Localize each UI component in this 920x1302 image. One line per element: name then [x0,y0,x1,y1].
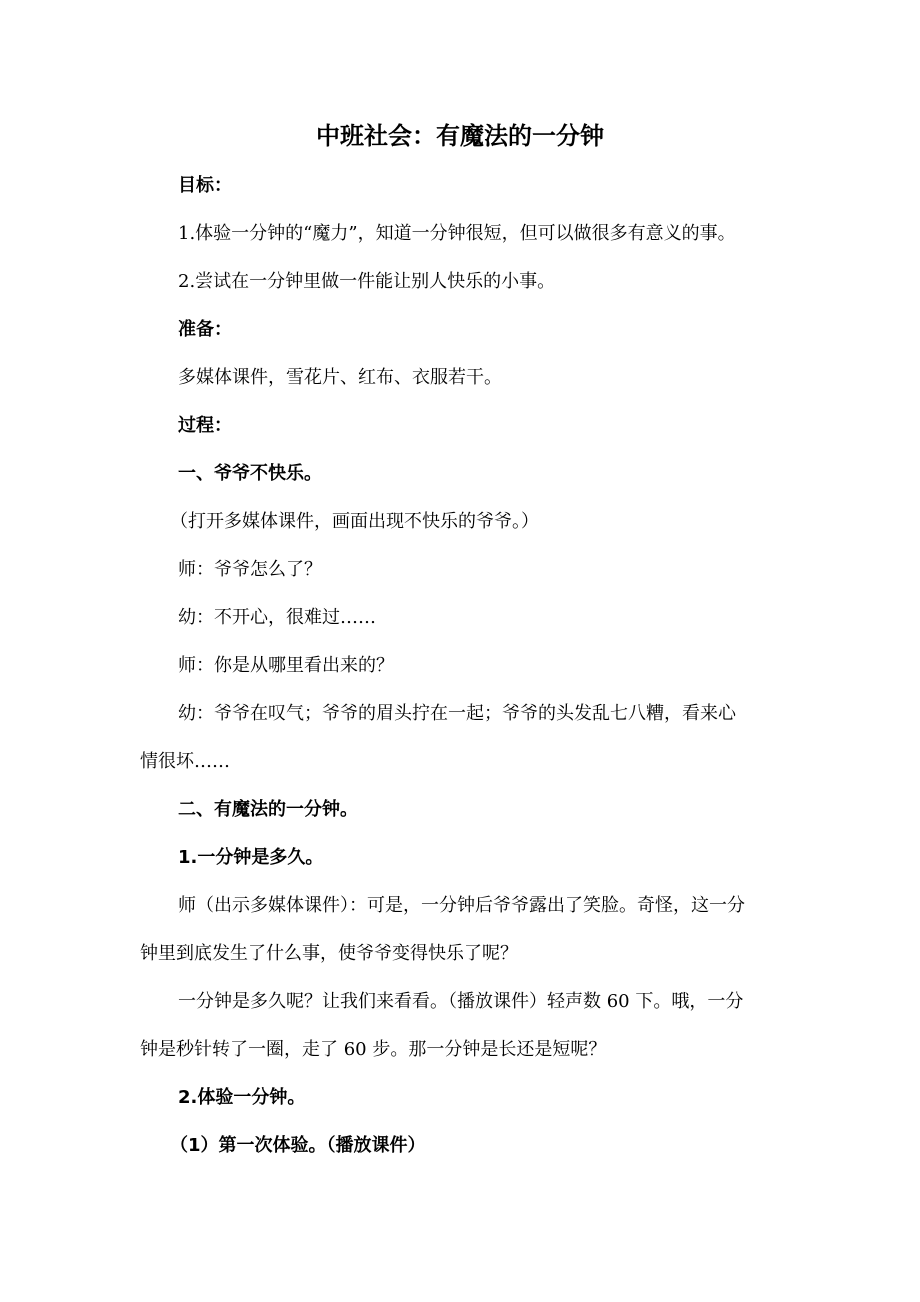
sub-item-1-heading: （1）第一次体验。（播放课件） [170,1135,426,1156]
document-title: 中班社会：有魔法的一分钟 [316,122,604,150]
section-2-heading: 二、有魔法的一分钟。 [178,799,358,820]
section-1-heading: 一、爷爷不快乐。 [178,463,322,484]
goal-1: 1.体验一分钟的“魔力”，知道一分钟很短，但可以做很多有意义的事。 [178,223,736,244]
dialogue-line: 幼：爷爷在叹气；爷爷的眉头拧在一起；爷爷的头发乱七八糟，看来心 [178,703,736,724]
preparation-text: 多媒体课件，雪花片、红布、衣服若干。 [178,367,502,388]
dialogue-line-continuation: 情很坏…… [140,751,230,772]
heading-preparation: 准备： [178,319,232,340]
dialogue-line: 师：你是从哪里看出来的？ [178,655,394,676]
dialogue-line: 师：爷爷怎么了？ [178,559,322,580]
paragraph-line: 师（出示多媒体课件）：可是，一分钟后爷爷露出了笑脸。奇怪，这一分 [178,895,745,916]
dialogue-line: 幼：不开心，很难过…… [178,607,376,628]
stage-direction-1: （打开多媒体课件，画面出现不快乐的爷爷。） [170,511,539,532]
goal-2: 2.尝试在一分钟里做一件能让别人快乐的小事。 [178,271,556,292]
paragraph-line: 一分钟是多久呢？让我们来看看。（播放课件）轻声数 60 下。哦，一分 [178,991,744,1012]
paragraph-line-continuation: 钟是秒针转了一圈，走了 60 步。那一分钟是长还是短呢？ [140,1039,607,1060]
heading-process: 过程： [178,415,232,436]
subsection-2-heading: 2.体验一分钟。 [178,1087,306,1108]
paragraph-line-continuation: 钟里到底发生了什么事，使爷爷变得快乐了呢？ [140,943,518,964]
subsection-1-heading: 1.一分钟是多久。 [178,847,324,868]
heading-goals: 目标： [178,175,232,196]
